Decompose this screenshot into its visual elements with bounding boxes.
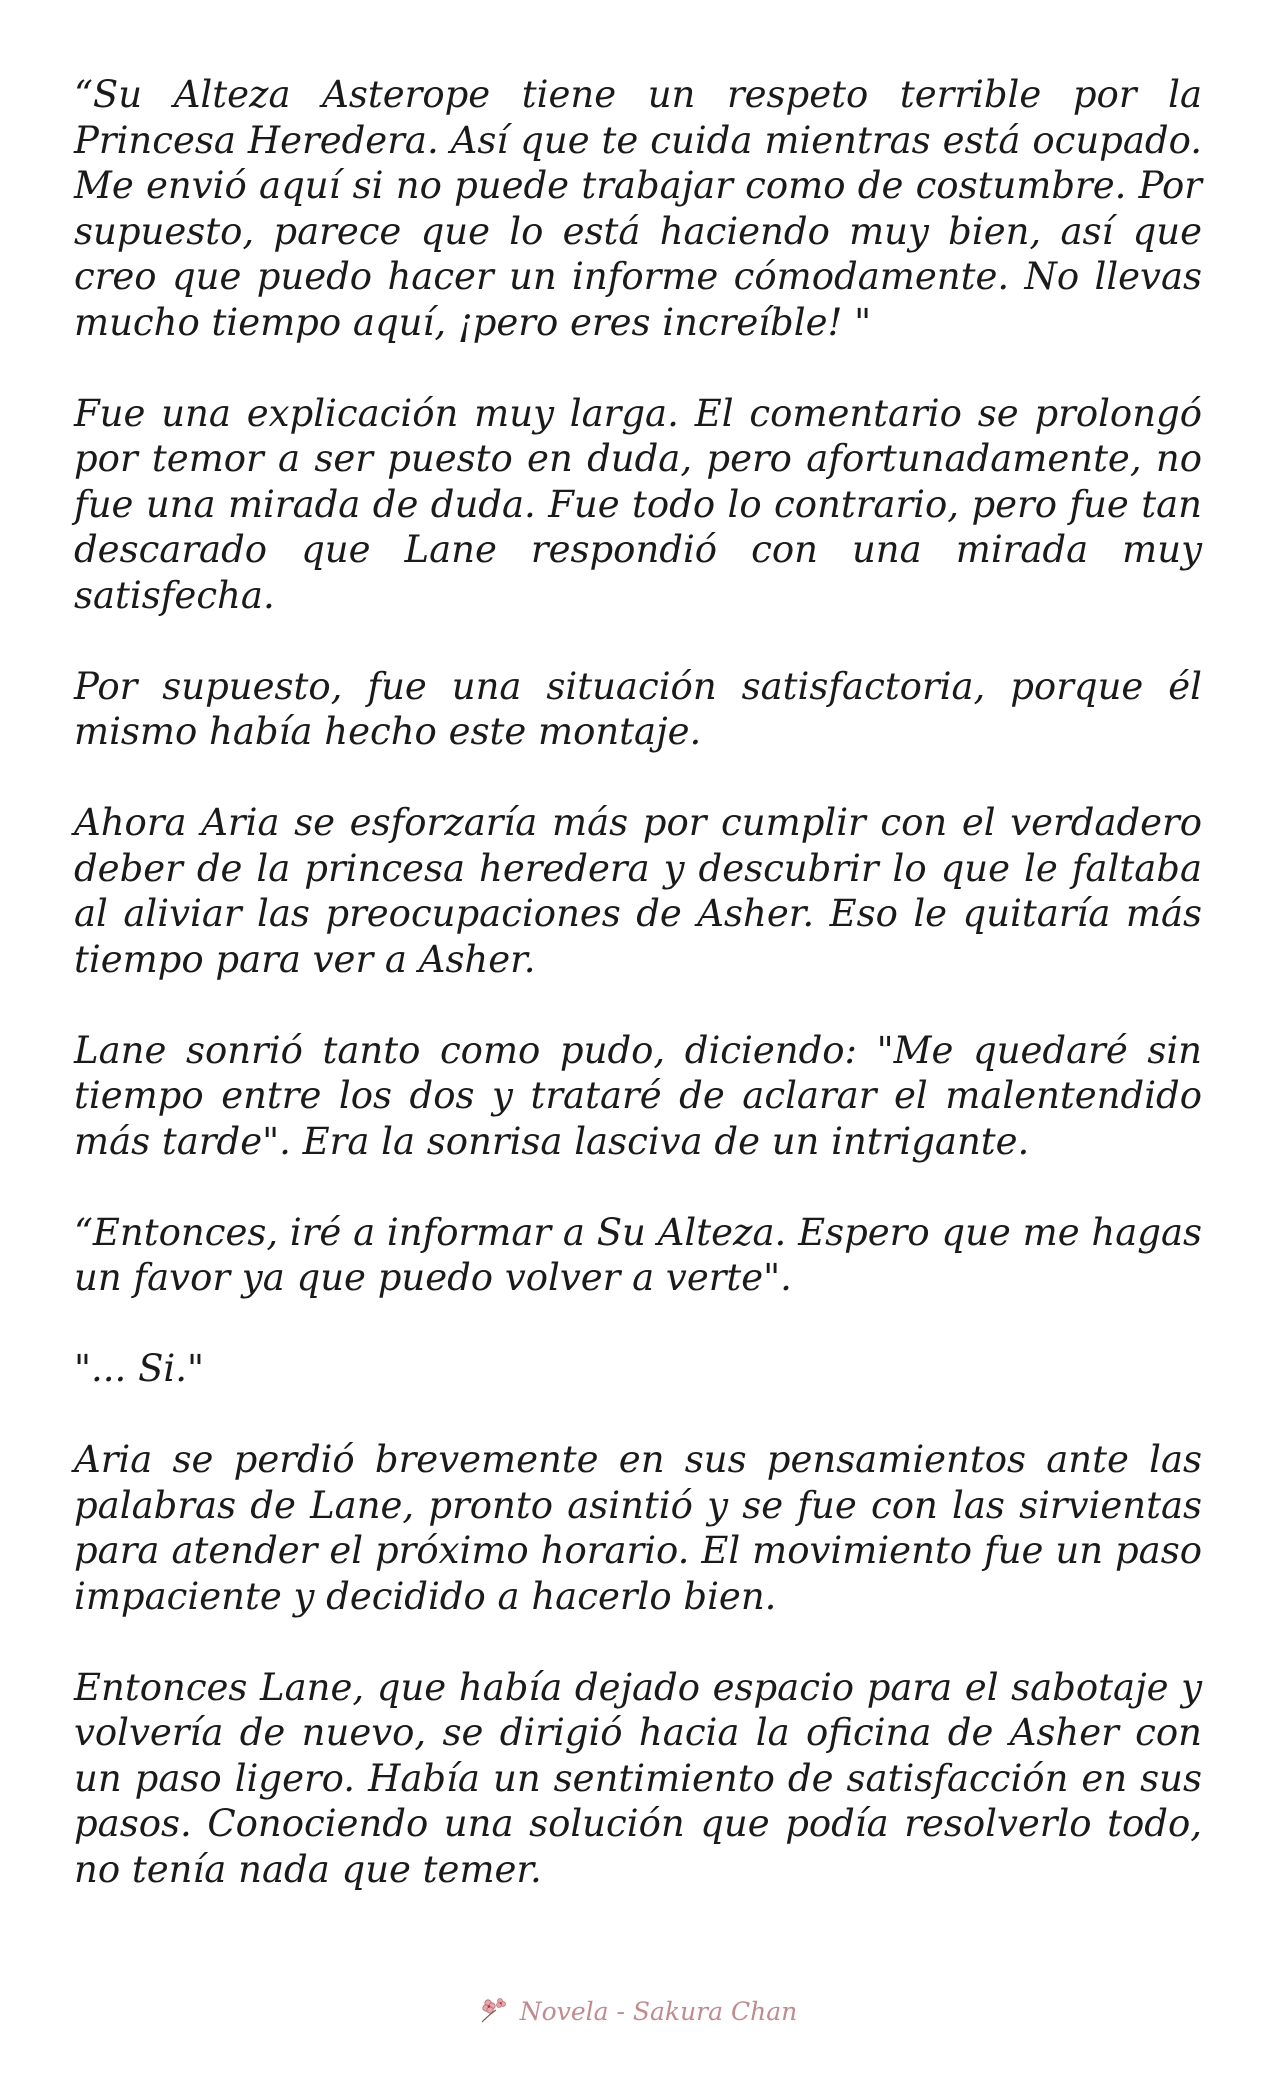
paragraph: Entonces Lane, que había dejado espacio para el sabotaje y volvería de nuevo, se dirigió hacia la oficina de Asher con un paso ligero. Había un sentimiento de satisfacción en sus pasos. Conociendo una solución que podía resolverlo todo, no tenía nada que temer. — [74, 1665, 1202, 1891]
paragraph: “Entonces, iré a informar a Su Alteza. Espero que me hagas un favor ya que puedo volver a verte". — [74, 1210, 1202, 1299]
footer-watermark — [0, 1996, 1275, 2026]
paragraph: “Su Alteza Asterope tiene un respeto terrible por la Princesa Heredera. Así que te cuida mientras está ocupado. Me envió aquí si no puede trabajar como de costumbre. Por supuesto, parece que lo está haciendo muy bien, así que creo que puedo hacer un informe cómodamente. No llevas mucho tiempo aquí, ¡pero eres increíble! " — [74, 73, 1202, 344]
document-body — [74, 72, 1202, 1938]
paragraph: "... Si." — [74, 1347, 205, 1390]
paragraph: Ahora Aria se esforzaría más por cumplir con el verdadero deber de la princesa heredera y descubrir lo que le faltaba al aliviar las preocupaciones de Asher. Eso le quitaría más tiempo para ver a Asher. — [74, 801, 1202, 981]
paragraph: Lane sonrió tanto como pudo, diciendo: "Me quedaré sin tiempo entre los dos y trataré de aclarar el malentendido más tarde". Era la sonrisa lasciva de un intrigante. — [74, 1028, 1202, 1163]
watermark-group — [478, 1996, 797, 2026]
paragraph: Fue una explicación muy larga. El comentario se prolongó por temor a ser puesto en duda, pero afortunadamente, no fue una mirada de duda. Fue todo lo contrario, pero fue tan descarado que Lane respondió con una mirada muy satisfecha. — [74, 391, 1202, 617]
cherry-blossom-icon — [478, 1996, 512, 2026]
watermark-text: Novela - Sakura Chan — [519, 1996, 798, 2026]
paragraph: Por supuesto, fue una situación satisfactoria, porque él mismo había hecho este montaje. — [74, 664, 1202, 753]
paragraph: Aria se perdió brevemente en sus pensamientos ante las palabras de Lane, pronto asintió y se fue con las sirvientas para atender el próximo horario. El movimiento fue un paso impaciente y decidido a hacerlo bien. — [74, 1438, 1202, 1618]
